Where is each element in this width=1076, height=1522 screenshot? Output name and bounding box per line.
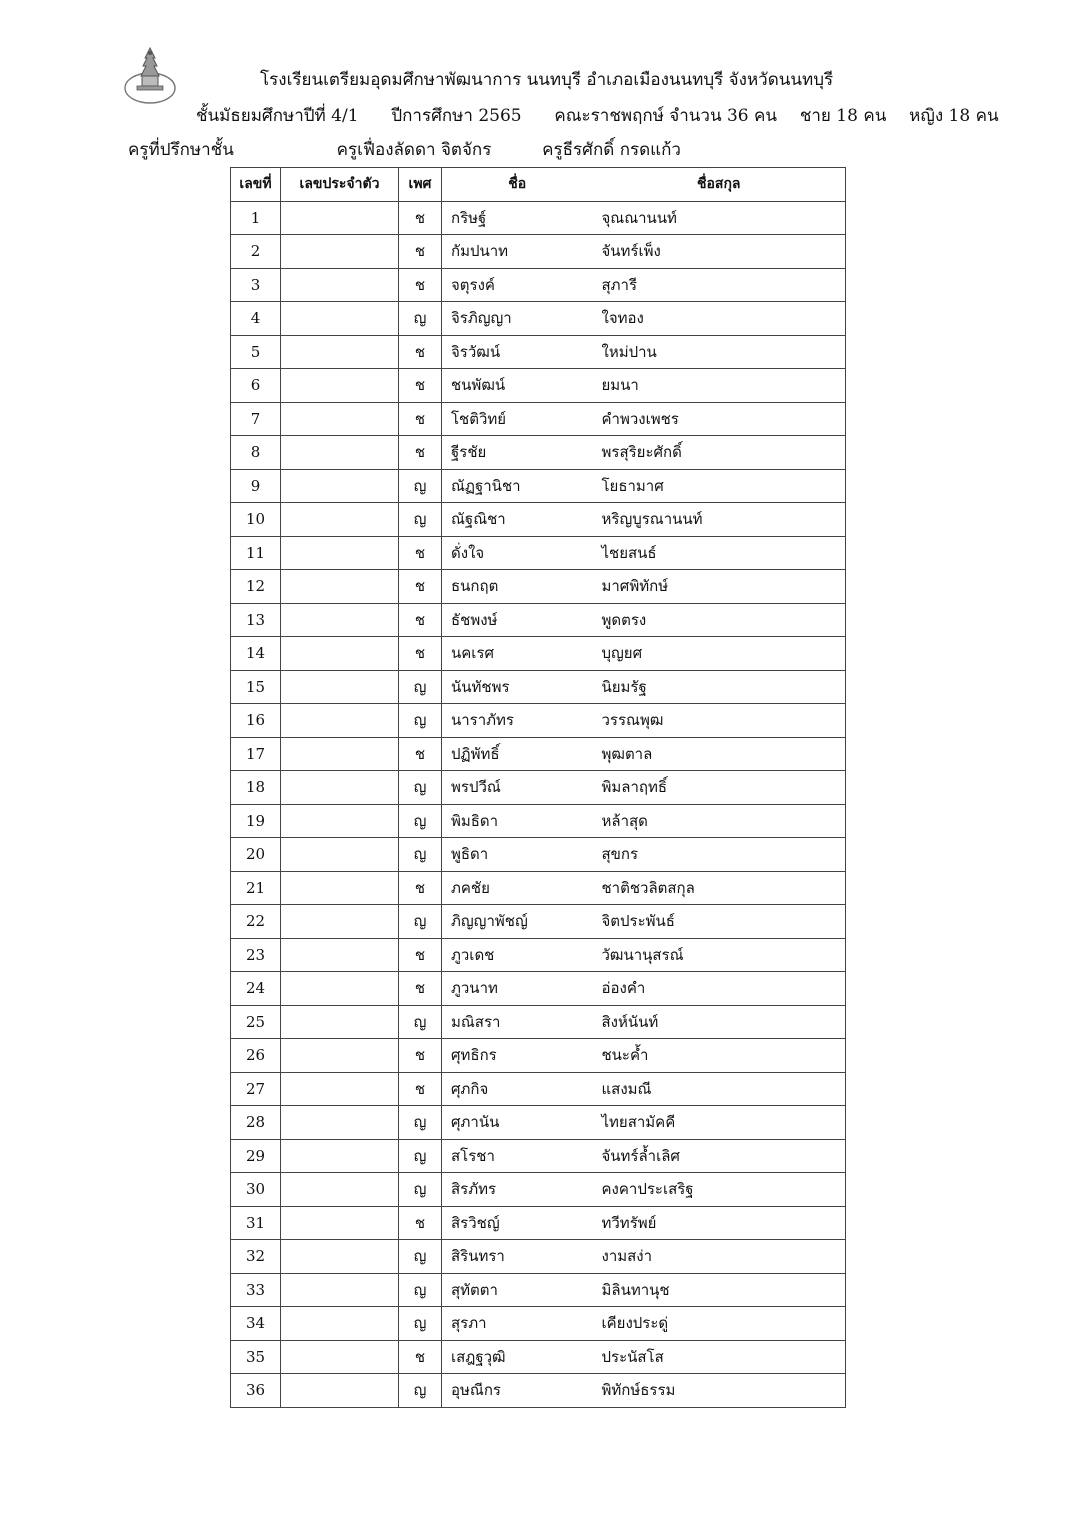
row-last-name: ยมนา: [593, 369, 846, 403]
row-first-name: ศุทธิกร: [442, 1039, 593, 1073]
row-last-name: ประนัสโส: [593, 1340, 846, 1374]
row-number: 16: [231, 704, 281, 738]
table-row: [231, 1039, 846, 1073]
row-first-name: ปฏิพัทธิ์: [442, 737, 593, 771]
table-row: [231, 1072, 846, 1106]
row-sex: ช: [399, 737, 442, 771]
row-number: 13: [231, 603, 281, 637]
row-student-id: [281, 670, 399, 704]
row-last-name: หริญบูรณานนท์: [593, 503, 846, 537]
row-student-id: [281, 235, 399, 269]
header-first-name: ชื่อ: [442, 168, 593, 202]
row-last-name: ใหม่ปาน: [593, 335, 846, 369]
row-student-id: [281, 1340, 399, 1374]
table-row: [231, 1273, 846, 1307]
row-student-id: [281, 1307, 399, 1341]
table-row: [231, 637, 846, 671]
row-sex: ช: [399, 268, 442, 302]
row-sex: ช: [399, 1072, 442, 1106]
row-student-id: [281, 402, 399, 436]
row-first-name: ภูวนาท: [442, 972, 593, 1006]
table-row: [231, 1206, 846, 1240]
row-last-name: ไชยสนธ์: [593, 536, 846, 570]
table-row: [231, 570, 846, 604]
row-number: 32: [231, 1240, 281, 1274]
table-row: [231, 905, 846, 939]
table-row: [231, 436, 846, 470]
row-last-name: จันทร์เพ็ง: [593, 235, 846, 269]
row-number: 21: [231, 871, 281, 905]
row-sex: ช: [399, 235, 442, 269]
row-number: 20: [231, 838, 281, 872]
row-first-name: ภูวเดช: [442, 938, 593, 972]
row-sex: ญ: [399, 1240, 442, 1274]
row-first-name: สุรภา: [442, 1307, 593, 1341]
row-first-name: พรปวีณ์: [442, 771, 593, 805]
row-last-name: แสงมณี: [593, 1072, 846, 1106]
row-sex: ญ: [399, 670, 442, 704]
row-sex: ช: [399, 201, 442, 235]
academic-year: ปีการศึกษา 2565: [391, 106, 522, 126]
row-number: 4: [231, 302, 281, 336]
class-info-line: [196, 105, 999, 127]
row-last-name: อ่องคำ: [593, 972, 846, 1006]
row-first-name: ชนพัฒน์: [442, 369, 593, 403]
table-row: [231, 871, 846, 905]
row-number: 36: [231, 1374, 281, 1408]
row-student-id: [281, 469, 399, 503]
row-last-name: จิตประพันธ์: [593, 905, 846, 939]
row-last-name: พิมลาฤทธิ์: [593, 771, 846, 805]
row-sex: ญ: [399, 838, 442, 872]
row-last-name: ทวีทรัพย์: [593, 1206, 846, 1240]
advisor-line: [128, 139, 681, 161]
row-student-id: [281, 771, 399, 805]
table-row: [231, 503, 846, 537]
row-student-id: [281, 1206, 399, 1240]
table-row: [231, 402, 846, 436]
table-row: [231, 771, 846, 805]
row-sex: ช: [399, 871, 442, 905]
row-sex: ช: [399, 369, 442, 403]
table-row: [231, 603, 846, 637]
row-student-id: [281, 603, 399, 637]
row-sex: ช: [399, 1340, 442, 1374]
row-number: 35: [231, 1340, 281, 1374]
row-first-name: ดั่งใจ: [442, 536, 593, 570]
row-first-name: โชติวิทย์: [442, 402, 593, 436]
row-number: 14: [231, 637, 281, 671]
row-first-name: สโรชา: [442, 1139, 593, 1173]
row-last-name: โยธามาศ: [593, 469, 846, 503]
row-sex: ญ: [399, 1005, 442, 1039]
table-row: [231, 1106, 846, 1140]
row-first-name: สุทัตตา: [442, 1273, 593, 1307]
row-first-name: สิรวิชญ์: [442, 1206, 593, 1240]
row-student-id: [281, 1139, 399, 1173]
row-first-name: นคเรศ: [442, 637, 593, 671]
header-student-id: เลขประจำตัว: [281, 168, 399, 202]
row-number: 24: [231, 972, 281, 1006]
row-first-name: ณัฏฐานิชา: [442, 469, 593, 503]
row-first-name: จิรภิญญา: [442, 302, 593, 336]
row-student-id: [281, 436, 399, 470]
row-student-id: [281, 369, 399, 403]
row-student-id: [281, 737, 399, 771]
row-number: 19: [231, 804, 281, 838]
row-first-name: ฐีรชัย: [442, 436, 593, 470]
row-student-id: [281, 1240, 399, 1274]
table-header-row: [231, 168, 846, 202]
class-label: ชั้นมัธยมศึกษาปีที่ 4/1: [196, 106, 359, 126]
row-sex: ช: [399, 938, 442, 972]
row-sex: ญ: [399, 469, 442, 503]
row-first-name: พิมธิดา: [442, 804, 593, 838]
table-row: [231, 369, 846, 403]
row-sex: ช: [399, 536, 442, 570]
school-name-line: โรงเรียนเตรียมอุดมศึกษาพัฒนาการ นนทบุรี อำเภอเมืองนนทบุรี จังหวัดนนทบุรี: [260, 70, 834, 90]
row-sex: ญ: [399, 1273, 442, 1307]
row-first-name: จิรวัฒน์: [442, 335, 593, 369]
row-student-id: [281, 704, 399, 738]
row-first-name: ภคชัย: [442, 871, 593, 905]
row-number: 2: [231, 235, 281, 269]
row-number: 22: [231, 905, 281, 939]
row-student-id: [281, 302, 399, 336]
row-student-id: [281, 536, 399, 570]
row-number: 28: [231, 1106, 281, 1140]
table-row: [231, 972, 846, 1006]
row-first-name: เสฎฐวุฒิ: [442, 1340, 593, 1374]
row-last-name: หล้าสุด: [593, 804, 846, 838]
row-student-id: [281, 570, 399, 604]
row-number: 17: [231, 737, 281, 771]
row-last-name: จุณณานนท์: [593, 201, 846, 235]
row-student-id: [281, 905, 399, 939]
advisor-1: ครูเฟื่องลัดดา จิตจักร: [336, 140, 492, 160]
row-sex: ญ: [399, 771, 442, 805]
row-number: 1: [231, 201, 281, 235]
row-last-name: สุขกร: [593, 838, 846, 872]
header-no: เลขที่: [231, 168, 281, 202]
table-row: [231, 1173, 846, 1207]
row-number: 7: [231, 402, 281, 436]
row-last-name: สุภารี: [593, 268, 846, 302]
row-last-name: ไทยสามัคคี: [593, 1106, 846, 1140]
row-sex: ญ: [399, 1173, 442, 1207]
row-sex: ช: [399, 603, 442, 637]
row-last-name: วรรณพุฒ: [593, 704, 846, 738]
row-first-name: ณัฐณิชา: [442, 503, 593, 537]
row-student-id: [281, 871, 399, 905]
row-first-name: จตุรงค์: [442, 268, 593, 302]
school-crest-logo: [122, 44, 178, 106]
row-student-id: [281, 1039, 399, 1073]
row-first-name: ภิญญาพัชญ์: [442, 905, 593, 939]
row-first-name: กริษฐ์: [442, 201, 593, 235]
row-last-name: ชาติชวลิตสกุล: [593, 871, 846, 905]
row-sex: ช: [399, 972, 442, 1006]
row-first-name: มณิสรา: [442, 1005, 593, 1039]
table-row: [231, 938, 846, 972]
table-row: [231, 536, 846, 570]
row-first-name: ศุภกิจ: [442, 1072, 593, 1106]
row-sex: ญ: [399, 1307, 442, 1341]
row-last-name: ใจทอง: [593, 302, 846, 336]
row-number: 30: [231, 1173, 281, 1207]
table-row: [231, 335, 846, 369]
table-row: [231, 1139, 846, 1173]
row-sex: ญ: [399, 1374, 442, 1408]
row-first-name: อุษณีกร: [442, 1374, 593, 1408]
row-student-id: [281, 838, 399, 872]
table-row: [231, 1307, 846, 1341]
row-sex: ญ: [399, 704, 442, 738]
row-sex: ช: [399, 402, 442, 436]
table-row: [231, 804, 846, 838]
row-last-name: บุญยศ: [593, 637, 846, 671]
row-last-name: เคียงประดู่: [593, 1307, 846, 1341]
row-student-id: [281, 503, 399, 537]
row-number: 3: [231, 268, 281, 302]
row-last-name: มาศพิทักษ์: [593, 570, 846, 604]
row-last-name: จันทร์ล้ำเลิศ: [593, 1139, 846, 1173]
row-last-name: งามสง่า: [593, 1240, 846, 1274]
table-row: [231, 1240, 846, 1274]
table-row: [231, 268, 846, 302]
row-student-id: [281, 1072, 399, 1106]
row-student-id: [281, 972, 399, 1006]
row-first-name: สิรภัทร: [442, 1173, 593, 1207]
table-row: [231, 235, 846, 269]
row-sex: ช: [399, 637, 442, 671]
row-number: 27: [231, 1072, 281, 1106]
table-row: [231, 737, 846, 771]
row-sex: ช: [399, 1206, 442, 1240]
row-sex: ญ: [399, 1106, 442, 1140]
row-last-name: พรสุริยะศักดิ์: [593, 436, 846, 470]
row-first-name: ธนกฤต: [442, 570, 593, 604]
row-last-name: พุฒตาล: [593, 737, 846, 771]
program-count: คณะราชพฤกษ์ จำนวน 36 คน: [554, 106, 778, 126]
row-number: 9: [231, 469, 281, 503]
table-row: [231, 302, 846, 336]
row-sex: ช: [399, 335, 442, 369]
row-student-id: [281, 1106, 399, 1140]
table-row: [231, 838, 846, 872]
male-count: ชาย 18 คน: [799, 106, 887, 126]
row-sex: ช: [399, 570, 442, 604]
row-student-id: [281, 335, 399, 369]
row-student-id: [281, 1273, 399, 1307]
row-first-name: สิรินทรา: [442, 1240, 593, 1274]
row-number: 10: [231, 503, 281, 537]
row-last-name: พูดตรง: [593, 603, 846, 637]
header-last-name: ชื่อสกุล: [593, 168, 846, 202]
row-last-name: สิงห์นันท์: [593, 1005, 846, 1039]
row-sex: ญ: [399, 503, 442, 537]
row-first-name: นันทัชพร: [442, 670, 593, 704]
table-row: [231, 201, 846, 235]
row-first-name: ธัชพงษ์: [442, 603, 593, 637]
student-roster-table: [230, 167, 846, 1408]
row-last-name: วัฒนานุสรณ์: [593, 938, 846, 972]
row-student-id: [281, 1173, 399, 1207]
row-first-name: พูธิดา: [442, 838, 593, 872]
row-first-name: ศุภานัน: [442, 1106, 593, 1140]
row-number: 31: [231, 1206, 281, 1240]
row-student-id: [281, 938, 399, 972]
table-row: [231, 1374, 846, 1408]
table-row: [231, 1005, 846, 1039]
row-number: 29: [231, 1139, 281, 1173]
row-number: 18: [231, 771, 281, 805]
header-sex: เพศ: [399, 168, 442, 202]
row-student-id: [281, 201, 399, 235]
advisor-label: ครูที่ปรึกษาชั้น: [128, 140, 234, 160]
row-sex: ช: [399, 1039, 442, 1073]
row-number: 25: [231, 1005, 281, 1039]
female-count: หญิง 18 คน: [909, 106, 999, 126]
row-student-id: [281, 1374, 399, 1408]
row-student-id: [281, 1005, 399, 1039]
row-sex: ญ: [399, 905, 442, 939]
row-sex: ช: [399, 436, 442, 470]
row-number: 15: [231, 670, 281, 704]
advisor-2: ครูธีรศักดิ์ กรดแก้ว: [542, 140, 681, 160]
row-number: 6: [231, 369, 281, 403]
row-number: 26: [231, 1039, 281, 1073]
table-row: [231, 1340, 846, 1374]
row-student-id: [281, 804, 399, 838]
row-sex: ญ: [399, 302, 442, 336]
row-last-name: ชนะค้ำ: [593, 1039, 846, 1073]
row-last-name: คงคาประเสริฐ: [593, 1173, 846, 1207]
table-row: [231, 469, 846, 503]
row-last-name: นิยมรัฐ: [593, 670, 846, 704]
row-number: 23: [231, 938, 281, 972]
row-last-name: พิทักษ์ธรรม: [593, 1374, 846, 1408]
row-number: 11: [231, 536, 281, 570]
row-sex: ญ: [399, 804, 442, 838]
row-last-name: คำพวงเพชร: [593, 402, 846, 436]
row-last-name: มิลินทานุช: [593, 1273, 846, 1307]
row-sex: ญ: [399, 1139, 442, 1173]
row-student-id: [281, 637, 399, 671]
row-number: 8: [231, 436, 281, 470]
row-number: 12: [231, 570, 281, 604]
row-student-id: [281, 268, 399, 302]
table-row: [231, 704, 846, 738]
row-number: 5: [231, 335, 281, 369]
table-row: [231, 670, 846, 704]
row-number: 34: [231, 1307, 281, 1341]
row-number: 33: [231, 1273, 281, 1307]
row-first-name: กัมปนาท: [442, 235, 593, 269]
row-first-name: นาราภัทร: [442, 704, 593, 738]
